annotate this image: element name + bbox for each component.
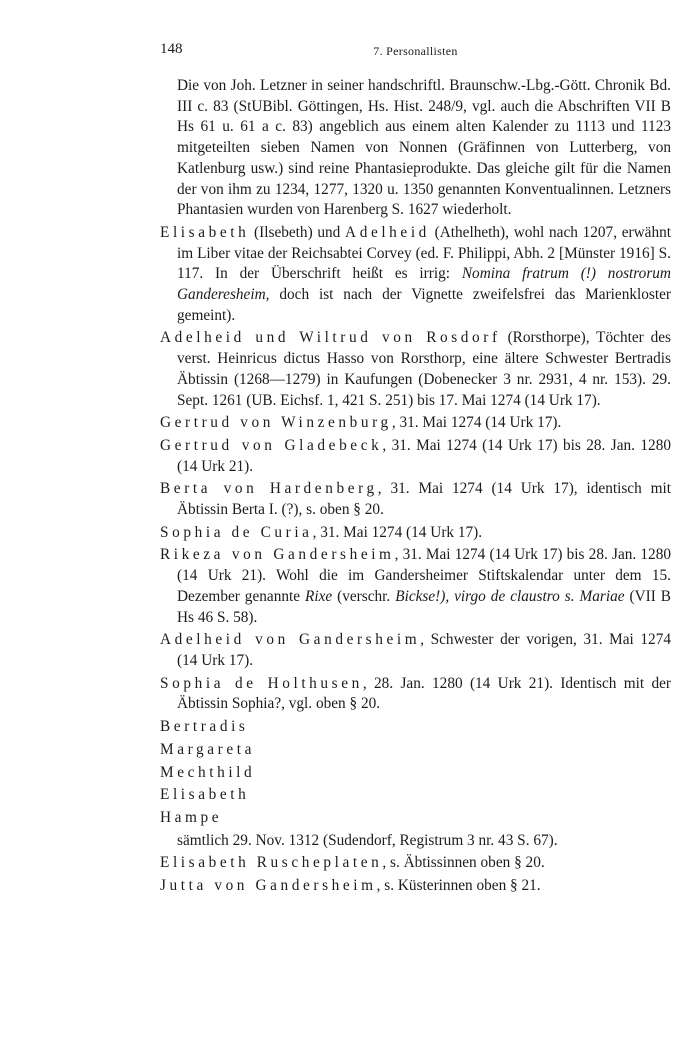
group-name: Margareta: [160, 740, 255, 758]
entry-name: Gertrud von Winzenburg: [160, 414, 392, 432]
entry-name: Elisabeth: [160, 223, 250, 241]
entry-quote: Nomina fratrum (!) nostrorum Ganderesheim,: [177, 265, 671, 304]
entry-name: Adelheid und Wiltrud von Rosdorf: [160, 329, 501, 347]
entry-text: (Athelheth), wohl nach 1207, erwähnt im Liber vitae der Reichsabtei Corvey (ed. F. Philippi, Abh. 2 [Münster 1916] S. 117. In der Überschrift heißt es irrig:: [177, 223, 672, 283]
entry-name: Jutta von Gandersheim: [160, 877, 377, 895]
group-name: Mechthild: [160, 763, 256, 781]
entry-text: doch ist nach der Vignette zweifelsfrei das Marienkloster gemeint).: [177, 286, 671, 324]
entry-gertrud-winzenburg: [160, 413, 671, 434]
group-name: Bertradis: [160, 718, 249, 736]
entry-sophia-curia: [160, 523, 671, 544]
entry-adelheid-gandersheim: [160, 630, 671, 671]
entry-quote: Rixe: [305, 587, 333, 605]
entry-text: (VII B Hs 46 S. 58).: [177, 587, 671, 626]
entry-text: , 31. Mai 1274 (14 Urk 17) bis 28. Jan. 1280 (14 Urk 21). Wohl die im Gandersheimer Stiftskalendar unter dem 15. Dezember genannte: [177, 546, 671, 605]
entry-name: Sophia de Holthusen: [160, 674, 363, 692]
entry-name: Elisabeth Ruscheplaten: [160, 854, 383, 872]
entry-text: , 31. Mai 1274 (14 Urk 17) bis 28. Jan. 1280 (14 Urk 21).: [177, 436, 671, 475]
entry-name: Adelheid von Gandersheim: [160, 631, 421, 649]
entry-text: (Rorsthorpe), Töchter des verst. Heinricus dictus Hasso von Rorsthorp, eine ältere Schwester Bertradis Äbtissin (1268—1279) in Kaufungen (Dobenecker 3 nr. 2931, 4 nr. 153). 29. Sept. 1261 (UB. Eichsf. 1, 421 S. 251) bis 17. Mai 1274 (14 Urk 17).: [177, 329, 672, 409]
entry-name: Adelheid: [345, 223, 430, 241]
entry-text: , s. Äbtissinnen oben § 20.: [382, 854, 545, 872]
entry-sophia-holthusen: [160, 674, 671, 715]
group-name: Elisabeth: [160, 786, 250, 804]
entry-rikeza-gandersheim: [160, 545, 671, 628]
entry-berta-hardenberg: [160, 479, 671, 520]
page-number: 148: [160, 41, 183, 57]
entry-text: (Ilsebeth) und: [249, 223, 346, 241]
entry-text: , 31. Mai 1274 (14 Urk 17).: [312, 523, 483, 541]
entry-text: , Schwester der vorigen, 31. Mai 1274 (14 Urk 17).: [177, 631, 672, 669]
entry-text: , s. Küsterinnen oben § 21.: [376, 877, 541, 895]
entry-text: , 28. Jan. 1280 (14 Urk 21). Identisch mit der Äbtissin Sophia?, vgl. oben § 20.: [177, 674, 671, 713]
entry-text: , 31. Mai 1274 (14 Urk 17).: [391, 414, 562, 432]
entry-name: Sophia de Curia: [160, 523, 313, 541]
main-text: [160, 76, 671, 899]
entry-gertrud-gladebeck: [160, 436, 671, 477]
entry-name: Berta von Hardenberg: [160, 480, 378, 498]
entry-adelheid-wiltrud: [160, 328, 671, 411]
entry-jutta-gandersheim: [160, 876, 671, 897]
group-note: sämtlich 29. Nov. 1312 (Sudendorf, Registrum 3 nr. 43 S. 67).: [177, 831, 558, 849]
entry-quote: Bickse!), virgo de claustro s. Mariae: [395, 587, 625, 605]
entry-text: , 31. Mai 1274 (14 Urk 17), identisch mit Äbtissin Berta I. (?), s. oben § 20.: [177, 480, 672, 519]
entry-elisabeth-ruscheplaten: [160, 853, 671, 874]
entry-name: Gertrud von Gladebeck: [160, 436, 383, 454]
group-name: Hampe: [160, 808, 223, 826]
entry-text: (verschr.: [332, 587, 396, 605]
entry-name: Rikeza von Gandersheim: [160, 546, 395, 564]
running-title: 7. Personallisten: [373, 44, 458, 58]
entry-elisabeth-adelheid: [160, 223, 671, 327]
intro-paragraph: Die von Joh. Letzner in seiner handschriftl. Braunschw.-Lbg.-Gött. Chronik Bd. III c. 83 (StUBibl. Göttingen, Hs. Hist. 248/9, vgl. auch die Abschriften VII B Hs 61 u. 61 a c. 83) angeblich aus einem alten Kalender zu 1113 und 1123 mitgeteilten sieben Namen von Nonnen (Gräfinnen von Lutterberg, von Katlenburg usw.) sind reine Phantasieprodukte. Das gleiche gilt für die Namen der von ihm zu 1234, 1277, 1320 u. 1350 genannten Konventualinnen. Letzners Phantasien wurden von Harenberg S. 1627 wiederholt.: [177, 77, 671, 219]
